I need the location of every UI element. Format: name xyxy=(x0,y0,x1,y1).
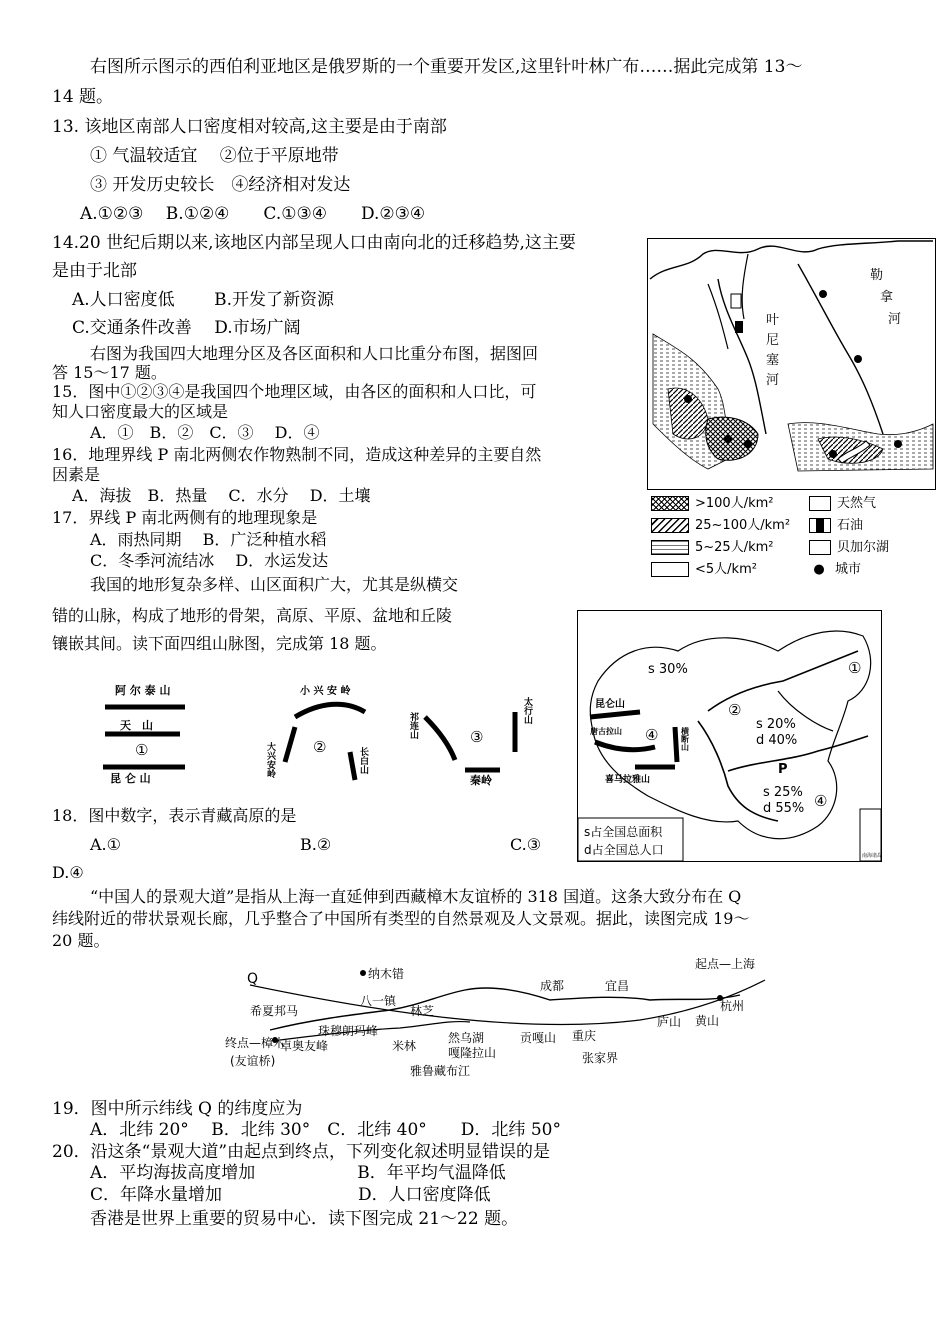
region-2-label: ② xyxy=(728,701,742,719)
huangshan-label: 黄山 xyxy=(695,1014,720,1028)
q14-options-cd: C.交通条件改善 D.市场广阔 xyxy=(72,318,301,338)
q15-stem2: 知人口密度最大的区域是 xyxy=(52,402,229,421)
q18-stem: 18．图中数字，表示青藏高原的是 xyxy=(52,806,297,825)
route-map-svg xyxy=(220,950,780,1100)
namco-label: 纳木错 xyxy=(368,967,405,981)
siberia-legend xyxy=(647,490,937,582)
chengdu-label: 成都 xyxy=(540,979,565,993)
yenisei-label-2: 尼 xyxy=(766,333,780,348)
intro-hongkong: 香港是世界上重要的贸易中心．读下图完成 21～22 题。 xyxy=(90,1209,519,1229)
inset-label: 南海诸岛 xyxy=(862,853,881,859)
hengduanshan-label: 横断山 xyxy=(680,727,690,751)
xiaoxinganling-label: 小 兴 安 岭 xyxy=(300,686,351,697)
legend-item: >100人/km² xyxy=(651,492,774,511)
linzhi-label: 林芝 xyxy=(410,1004,435,1018)
legend-item: 25~100人/km² xyxy=(651,514,790,533)
siberia-map-svg xyxy=(648,239,935,489)
q13-line1: ① 气温较适宜 ②位于平原地带 xyxy=(90,146,339,166)
friendship-bridge-label: (友谊桥) xyxy=(230,1054,276,1068)
city-dot xyxy=(684,395,692,403)
q14-stem1: 14.20 世纪后期以来,该地区内部呈现人口由南向北的迁移趋势,这主要 xyxy=(52,233,576,253)
kunlunshan-label: 昆仑山 xyxy=(595,699,625,710)
namco-dot xyxy=(360,970,366,976)
legend-item: ● 城市 xyxy=(813,562,862,577)
q15-options: A．① B．② C．③ D．④ xyxy=(90,423,320,442)
region4-population: d 55% xyxy=(763,801,805,816)
start-shanghai-label: 起点—上海 xyxy=(695,957,756,971)
q17-options-cd: C．冬季河流结冰 D．水运发达 xyxy=(90,551,329,570)
mountain-groups-figure xyxy=(95,672,695,787)
oil-field-icon xyxy=(735,321,743,333)
q16-options: A．海拔 B．热量 C．水分 D．土壤 xyxy=(72,486,371,505)
intro-siberia-2: 14 题。 xyxy=(52,87,114,107)
intro-318-1: “中国人的景观大道”是指从上海一直延伸到西藏樟木友谊桥的 318 国道。这条大致分布在 Q xyxy=(90,887,742,906)
intro-318-3: 20 题。 xyxy=(52,931,110,950)
group-1-number: ① xyxy=(135,741,149,759)
city-dot xyxy=(819,290,827,298)
gas-field-icon xyxy=(731,294,741,308)
tianshan-label: 天 山 xyxy=(120,719,153,732)
q13-line2: ③ 开发历史较长 ④经济相对发达 xyxy=(90,175,351,195)
q14-stem2: 是由于北部 xyxy=(52,261,137,281)
yichang-label: 宜昌 xyxy=(605,979,630,993)
chongqing-label: 重庆 xyxy=(572,1029,597,1043)
q18-option-a: A.① xyxy=(90,835,121,854)
yenisei-label-4: 河 xyxy=(766,373,780,388)
taihangshan-label: 太行山 xyxy=(522,697,532,724)
legend-note-area: s占全国总面积 xyxy=(584,825,663,839)
zhangjiajie-label: 张家界 xyxy=(582,1051,619,1065)
region2-population: d 40% xyxy=(756,733,798,748)
end-zhangmu-label: 终点—樟木 xyxy=(225,1036,286,1050)
q18-option-d: D.④ xyxy=(52,863,84,882)
xixiabangma-label: 希夏邦马 xyxy=(250,1004,299,1018)
group-2-number: ② xyxy=(313,738,327,756)
galongla-label: 嘎隆拉山 xyxy=(448,1046,497,1060)
ranwu-lake-label: 然乌湖 xyxy=(448,1031,485,1045)
legend-item: 贝加尔湖 xyxy=(809,536,889,555)
qilianshan-label: 祁连山 xyxy=(408,712,418,739)
lena-label-3: 河 xyxy=(888,312,902,327)
qinling-label: 秦岭 xyxy=(470,774,492,787)
city-dot xyxy=(829,450,837,458)
city-dot xyxy=(724,435,732,443)
q14-options-ab: A.人口密度低 B.开发了新资源 xyxy=(72,290,334,310)
himalaya-label: 喜马拉雅山 xyxy=(605,775,651,785)
group-4-number: ④ xyxy=(645,726,659,744)
region2-area: s 20% xyxy=(756,717,796,732)
altai-label: 阿 尔 泰 山 xyxy=(115,684,171,697)
legend-item: 5~25人/km² xyxy=(651,536,774,555)
q17-options-ab: A．雨热同期 B．广泛种植水稻 xyxy=(90,530,327,549)
q19-stem: 19．图中所示纬线 Q 的纬度应为 xyxy=(52,1099,303,1119)
q20-options-cd: C．年降水量增加 D．人口密度降低 xyxy=(90,1185,491,1205)
mountain-group-1 xyxy=(103,683,185,785)
intro-mountains-1: 我国的地形复杂多样、山区面积广大，尤其是纵横交 xyxy=(90,575,459,594)
q-label: Q xyxy=(247,971,259,987)
kunlun-label: 昆 仑 山 xyxy=(110,772,151,785)
region3-area: s 30% xyxy=(648,662,688,677)
city-dot xyxy=(894,440,902,448)
mountain-group-4 xyxy=(590,697,690,785)
q13-options: A.①②③ B.①②④ C.①③④ D.②③④ xyxy=(80,204,426,224)
q15-stem1: 15．图中①②③④是我国四个地理区域，由各区的面积和人口比，可 xyxy=(52,382,537,401)
lena-label-2: 拿 xyxy=(880,290,894,305)
arctic-coast xyxy=(650,241,933,279)
intro-china-1: 右图为我国四大地理分区及各区面积和人口比重分布图，据图回 xyxy=(90,344,539,363)
q16-stem2: 因素是 xyxy=(52,465,101,484)
hangzhou-label: 杭州 xyxy=(720,999,745,1013)
line-p-label: P xyxy=(778,762,788,777)
city-dot xyxy=(744,440,752,448)
gongga-label: 贡嘎山 xyxy=(520,1031,557,1045)
cho-oyu-label: 卓奥友峰 xyxy=(280,1039,329,1053)
changbaishan-label: 长白山 xyxy=(358,747,368,774)
city-dot xyxy=(854,355,862,363)
intro-china-2: 答 15～17 题。 xyxy=(52,363,167,382)
q16-stem1: 16．地理界线 P 南北两侧农作物熟制不同，造成这种差异的主要自然 xyxy=(52,445,542,464)
legend-item: 天然气 xyxy=(809,492,876,511)
region-1-label: ① xyxy=(848,659,862,677)
intro-mountains-2: 错的山脉，构成了地形的骨架，高原、平原、盆地和丘陵 xyxy=(52,606,453,625)
yarlung-label: 雅鲁藏布江 xyxy=(410,1064,471,1078)
daxinganling-label: 大兴安岭 xyxy=(265,742,275,778)
tanggulashan-label: 唐古拉山 xyxy=(590,727,622,736)
group-3-number: ③ xyxy=(470,728,484,746)
q18-option-c: C.③ xyxy=(510,835,542,854)
everest-label: 珠穆朗玛峰 xyxy=(318,1024,379,1038)
q19-options: A．北纬 20° B．北纬 30° C．北纬 40° D．北纬 50° xyxy=(90,1120,561,1140)
siberia-map xyxy=(647,238,936,490)
lena-river xyxy=(798,264,883,434)
intro-mountains-3: 镶嵌其间。读下面四组山脉图，完成第 18 题。 xyxy=(52,634,387,653)
region4-area: s 25% xyxy=(763,785,803,800)
milin-label: 米林 xyxy=(392,1039,417,1053)
intro-siberia-1: 右图所示图示的西伯利亚地区是俄罗斯的一个重要开发区,这里针叶林广布……据此完成第 13～ xyxy=(90,57,803,77)
mountain-group-2 xyxy=(265,684,369,780)
yenisei-label-3: 塞 xyxy=(766,353,780,368)
bayizhen-label: 八一镇 xyxy=(360,994,397,1008)
q20-stem: 20．沿这条“景观大道”由起点到终点，下列变化叙述明显错误的是 xyxy=(52,1142,551,1162)
lushan-label: 庐山 xyxy=(657,1015,682,1029)
q17-stem: 17．界线 P 南北两侧有的地理现象是 xyxy=(52,508,318,527)
q20-options-ab: A．平均海拔高度增加 B．年平均气温降低 xyxy=(90,1163,506,1183)
legend-note-population: d占全国总人口 xyxy=(584,843,664,857)
latitude-q-line xyxy=(250,980,765,1025)
legend-item: 石油 xyxy=(809,514,863,533)
legend-item: <5人/km² xyxy=(651,558,757,577)
route-318-map xyxy=(220,950,780,1100)
q18-option-b: B.② xyxy=(300,835,332,854)
lena-label-1: 勒 xyxy=(870,268,884,283)
mountain-groups-svg xyxy=(95,672,695,787)
region-4-label: ④ xyxy=(814,792,828,810)
mountain-group-3 xyxy=(408,696,533,787)
intro-318-2: 纬线附近的带状景观长廊，几乎整合了中国所有类型的自然景观及人文景观。据此，读图完成 19～ xyxy=(52,909,750,928)
q13-stem: 13. 该地区南部人口密度相对较高,这主要是由于南部 xyxy=(52,117,447,137)
yenisei-label-1: 叶 xyxy=(766,313,780,328)
